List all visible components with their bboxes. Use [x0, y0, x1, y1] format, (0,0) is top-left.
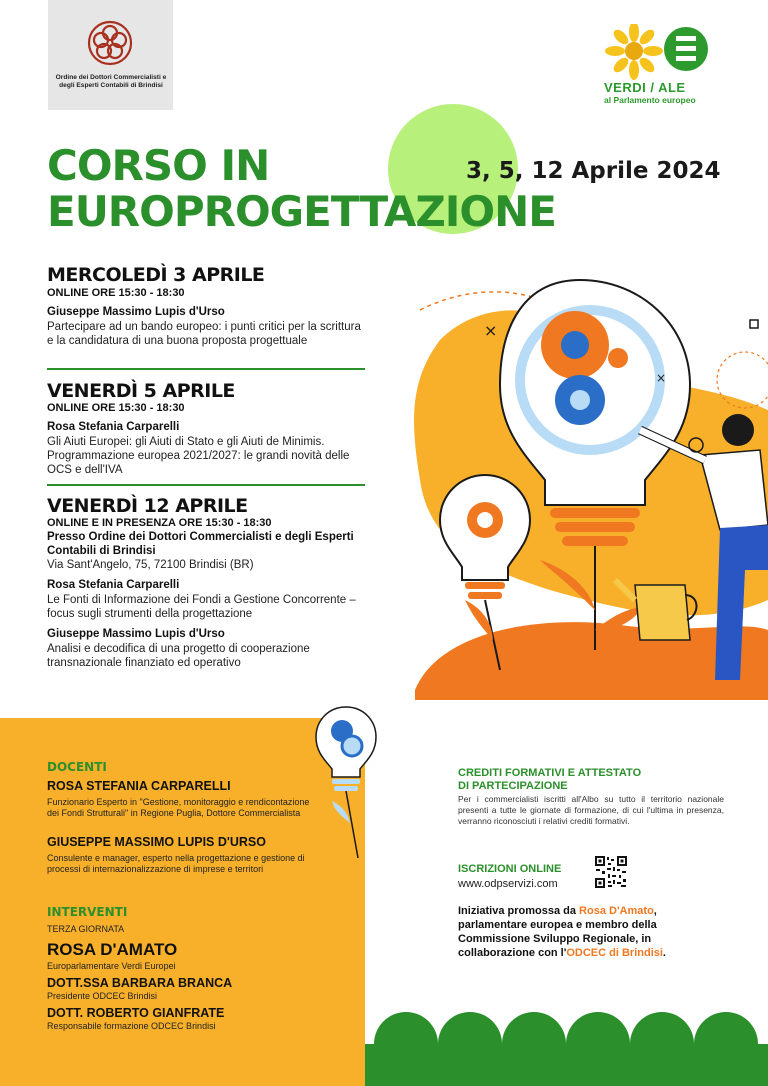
- crediti-text: Per i commercialisti iscritti all'Albo su tutto il territorio nazionale presenti a tutte le giornate di formazione, di cui l'ultima in presenza, verranno riconosciuti i relativi crediti formativi.: [458, 794, 724, 826]
- course-dates: 3, 5, 12 Aprile 2024: [466, 158, 721, 184]
- session-3-topic-2: Analisi e decodifica di una progetto di cooperazione transnazionale finanziato ed operativo: [47, 643, 310, 669]
- sunflower-logo-icon: [604, 24, 714, 80]
- svg-text:×: ×: [484, 321, 498, 340]
- session-3-topic-1: Le Fonti di Informazione dei Fondi a Gestione Concorrente – focus sugli strumenti della progettazione: [47, 594, 356, 620]
- intervento-1-name: ROSA D'AMATO: [47, 940, 178, 959]
- session-3-venue: Presso Ordine dei Dottori Commercialisti e degli Esperti Contabili di Brindisi: [47, 531, 354, 557]
- promo-rosa-damato: Rosa D'Amato: [579, 905, 654, 917]
- lightbulb-illustration: [400, 270, 768, 700]
- session-2-topic: Gli Aiuti Europei: gli Aiuti di Stato e gli Aiuti de Minimis. Programmazione europea 2021/2027: le grandi novità delle OCS e dell'IVA: [47, 436, 350, 476]
- title-line-2: EUROPROGETTAZIONE: [47, 187, 556, 236]
- docenti-heading: DOCENTI: [47, 760, 107, 774]
- iscrizioni-heading: ISCRIZIONI ONLINE: [458, 863, 562, 875]
- crediti-heading-1: CREDITI FORMATIVI E ATTESTATO: [458, 767, 642, 779]
- svg-text:×: ×: [656, 371, 667, 385]
- intervento-2-name: DOTT.SSA BARBARA BRANCA: [47, 976, 233, 990]
- docente-1-name: ROSA STEFANIA CARPARELLI: [47, 779, 231, 793]
- iscrizioni-link[interactable]: www.odpservizi.com: [458, 878, 558, 890]
- session-1-day: MERCOLEDÌ 3 APRILE: [47, 264, 265, 286]
- session-2-day: VENERDÌ 5 APRILE: [47, 380, 235, 402]
- org-logo-text: Ordine dei Dottori Commercialisti e degli Esperti Contabili di Brindisi: [55, 74, 167, 89]
- interventi-heading: INTERVENTI: [47, 905, 128, 919]
- org-logo: [48, 0, 173, 110]
- session-2-time: ONLINE ORE 15:30 - 18:30: [47, 402, 185, 414]
- promo-text: Iniziativa promossa da Rosa D'Amato, parlamentare europea e membro della Commissione Sviluppo Regionale, in collaborazione con l'ODCEC di Brindisi.: [458, 905, 666, 959]
- crediti-heading-2: DI PARTECIPAZIONE: [458, 780, 568, 792]
- interventi-sub: TERZA GIORNATA: [47, 924, 125, 934]
- odcec-seal-icon: [85, 18, 135, 68]
- divider: [47, 484, 365, 486]
- partner-logo: [604, 24, 724, 104]
- intervento-3-role: Responsabile formazione ODCEC Brindisi: [47, 1021, 216, 1031]
- session-1-time: ONLINE ORE 15:30 - 18:30: [47, 287, 185, 299]
- partner-sub: al Parlamento europeo: [604, 95, 696, 105]
- title-line-1: CORSO IN: [47, 141, 270, 190]
- small-bulb-icon: [312, 703, 380, 863]
- footer-band: [365, 1044, 768, 1086]
- session-1-topic: Partecipare ad un bando europeo: i punti critici per la scrittura e la candidatura di una buona proposta progettuale: [47, 321, 361, 347]
- intervento-2-role: Presidente ODCEC Brindisi: [47, 991, 158, 1001]
- docente-1-desc: Funzionario Esperto in "Gestione, monitoraggio e rendicontazione dei Fondi Strutturali" in Regione Puglia, Dottore Commercialista: [47, 797, 310, 818]
- session-3-speaker-1: Rosa Stefania Carparelli: [47, 579, 180, 591]
- promo-odcec: ODCEC di Brindisi: [566, 947, 663, 959]
- divider: [47, 368, 365, 370]
- session-3-address: Via Sant'Angelo, 75, 72100 Brindisi (BR): [47, 559, 254, 571]
- qr-code-icon[interactable]: [594, 855, 628, 889]
- session-3-time: ONLINE E IN PRESENZA ORE 15:30 - 18:30: [47, 517, 272, 529]
- session-1-speaker: Giuseppe Massimo Lupis d'Urso: [47, 306, 225, 318]
- intervento-1-role: Europarlamentare Verdi Europei: [47, 961, 176, 971]
- intervento-3-name: DOTT. ROBERTO GIANFRATE: [47, 1006, 225, 1020]
- docente-2-name: GIUSEPPE MASSIMO LUPIS D'URSO: [47, 835, 266, 849]
- session-3-day: VENERDÌ 12 APRILE: [47, 495, 248, 517]
- docente-2-desc: Consulente e manager, esperto nella progettazione e gestione di processi di internazionalizzazione di imprese e territori: [47, 853, 305, 874]
- partner-name: VERDI / ALE: [604, 80, 686, 95]
- session-3-speaker-2: Giuseppe Massimo Lupis d'Urso: [47, 628, 225, 640]
- session-2-speaker: Rosa Stefania Carparelli: [47, 421, 180, 433]
